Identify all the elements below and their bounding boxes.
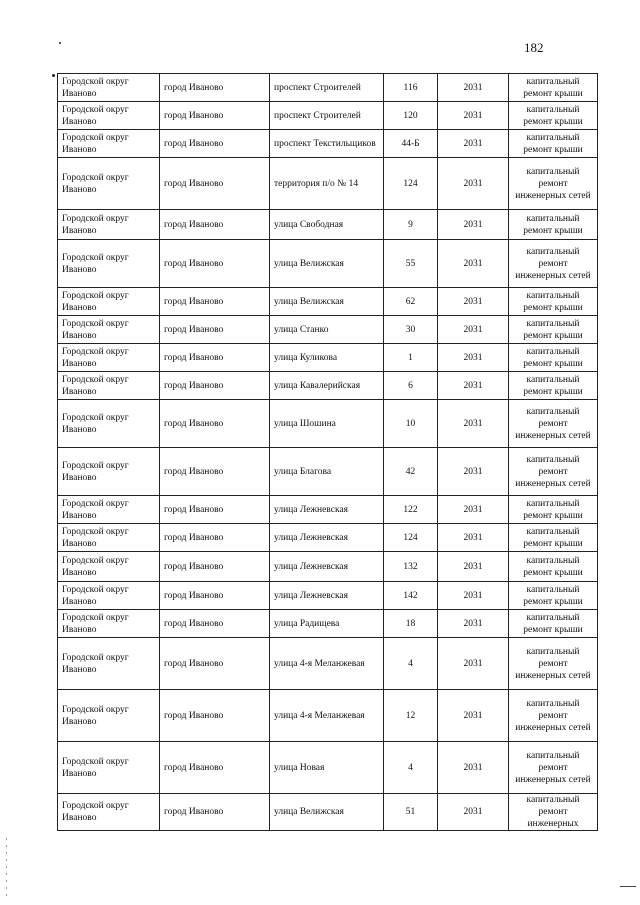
scan-speck [59,42,61,44]
city-cell: город Иваново [160,496,270,524]
year-cell: 2031 [438,638,509,690]
street-cell: улица Велижская [270,288,384,316]
housing-repair-table [57,73,598,831]
district-cell: Городской округ Иваново [58,344,160,372]
city-cell: город Иваново [160,158,270,210]
table-row [58,344,598,372]
street-cell: улица Лежневская [270,524,384,552]
district-cell: Городской округ Иваново [58,742,160,794]
street-cell: проспект Строителей [270,74,384,102]
street-cell: улица Куликова [270,344,384,372]
year-cell: 2031 [438,552,509,582]
work-type-cell: капитальный ремонт крыши [509,130,598,158]
work-type-cell: капитальный ремонт инженерных сетей [509,240,598,288]
work-type-cell: капитальный ремонт крыши [509,74,598,102]
street-cell: улица Лежневская [270,582,384,610]
city-cell: город Иваново [160,448,270,496]
work-type-cell: капитальный ремонт крыши [509,372,598,400]
house-number-cell: 116 [384,74,438,102]
year-cell: 2031 [438,610,509,638]
table-row [58,102,598,130]
table-row [58,210,598,240]
city-cell: город Иваново [160,74,270,102]
city-cell: город Иваново [160,316,270,344]
table-row [58,638,598,690]
work-type-cell: капитальный ремонт инженерных сетей [509,742,598,794]
work-type-cell: капитальный ремонт крыши [509,524,598,552]
work-type-cell: капитальный ремонт крыши [509,210,598,240]
year-cell: 2031 [438,240,509,288]
district-cell: Городской округ Иваново [58,158,160,210]
year-cell: 2031 [438,400,509,448]
work-type-cell: капитальный ремонт инженерных сетей [509,690,598,742]
house-number-cell: 132 [384,552,438,582]
street-cell: улица Шошина [270,400,384,448]
year-cell: 2031 [438,316,509,344]
house-number-cell: 4 [384,638,438,690]
year-cell: 2031 [438,496,509,524]
city-cell: город Иваново [160,610,270,638]
house-number-cell: 55 [384,240,438,288]
city-cell: город Иваново [160,130,270,158]
city-cell: город Иваново [160,288,270,316]
district-cell: Городской округ Иваново [58,552,160,582]
district-cell: Городской округ Иваново [58,448,160,496]
table-row [58,552,598,582]
year-cell: 2031 [438,742,509,794]
year-cell: 2031 [438,794,509,831]
district-cell: Городской округ Иваново [58,288,160,316]
scan-margin-artifact [6,838,7,898]
year-cell: 2031 [438,582,509,610]
district-cell: Городской округ Иваново [58,130,160,158]
house-number-cell: 9 [384,210,438,240]
table-row [58,524,598,552]
work-type-cell: капитальный ремонт крыши [509,344,598,372]
street-cell: улица Радищева [270,610,384,638]
year-cell: 2031 [438,524,509,552]
work-type-cell: капитальный ремонт инженерных [509,794,598,831]
street-cell: улица Новая [270,742,384,794]
city-cell: город Иваново [160,794,270,831]
street-cell: улица Велижская [270,794,384,831]
street-cell: улица Благова [270,448,384,496]
house-number-cell: 4 [384,742,438,794]
work-type-cell: капитальный ремонт крыши [509,552,598,582]
table-row [58,496,598,524]
district-cell: Городской округ Иваново [58,316,160,344]
table-row [58,742,598,794]
city-cell: город Иваново [160,582,270,610]
district-cell: Городской округ Иваново [58,102,160,130]
year-cell: 2031 [438,690,509,742]
scan-margin-artifact [620,886,636,887]
city-cell: город Иваново [160,240,270,288]
street-cell: улица 4-я Меланжевая [270,638,384,690]
district-cell: Городской округ Иваново [58,524,160,552]
work-type-cell: капитальный ремонт инженерных сетей [509,638,598,690]
street-cell: территория п/о № 14 [270,158,384,210]
work-type-cell: капитальный ремонт крыши [509,496,598,524]
district-cell: Городской округ Иваново [58,400,160,448]
district-cell: Городской округ Иваново [58,794,160,831]
year-cell: 2031 [438,74,509,102]
house-number-cell: 30 [384,316,438,344]
work-type-cell: капитальный ремонт крыши [509,102,598,130]
house-number-cell: 122 [384,496,438,524]
city-cell: город Иваново [160,400,270,448]
house-number-cell: 124 [384,158,438,210]
table-row [58,316,598,344]
year-cell: 2031 [438,372,509,400]
work-type-cell: капитальный ремонт крыши [509,316,598,344]
work-type-cell: капитальный ремонт инженерных сетей [509,158,598,210]
house-number-cell: 42 [384,448,438,496]
year-cell: 2031 [438,158,509,210]
city-cell: город Иваново [160,524,270,552]
city-cell: город Иваново [160,638,270,690]
scan-speck [52,74,55,77]
street-cell: улица Кавалерийская [270,372,384,400]
table-row [58,400,598,448]
street-cell: улица Велижская [270,240,384,288]
street-cell: улица Лежневская [270,552,384,582]
street-cell: улица 4-я Меланжевая [270,690,384,742]
work-type-cell: капитальный ремонт инженерных сетей [509,448,598,496]
district-cell: Городской округ Иваново [58,582,160,610]
table-row [58,130,598,158]
city-cell: город Иваново [160,742,270,794]
house-number-cell: 6 [384,372,438,400]
house-number-cell: 62 [384,288,438,316]
city-cell: город Иваново [160,344,270,372]
street-cell: проспект Текстильщиков [270,130,384,158]
work-type-cell: капитальный ремонт крыши [509,288,598,316]
city-cell: город Иваново [160,372,270,400]
district-cell: Городской округ Иваново [58,372,160,400]
table-row [58,448,598,496]
district-cell: Городской округ Иваново [58,638,160,690]
table-row [58,372,598,400]
table-row [58,74,598,102]
table-row [58,582,598,610]
district-cell: Городской округ Иваново [58,690,160,742]
table-row [58,794,598,831]
street-cell: улица Станко [270,316,384,344]
year-cell: 2031 [438,448,509,496]
table-row [58,288,598,316]
house-number-cell: 1 [384,344,438,372]
house-number-cell: 51 [384,794,438,831]
city-cell: город Иваново [160,102,270,130]
district-cell: Городской округ Иваново [58,74,160,102]
work-type-cell: капитальный ремонт инженерных сетей [509,400,598,448]
house-number-cell: 124 [384,524,438,552]
street-cell: улица Свободная [270,210,384,240]
year-cell: 2031 [438,288,509,316]
house-number-cell: 18 [384,610,438,638]
district-cell: Городской округ Иваново [58,210,160,240]
house-number-cell: 120 [384,102,438,130]
year-cell: 2031 [438,102,509,130]
table-row [58,690,598,742]
district-cell: Городской округ Иваново [58,610,160,638]
page-number: 182 [524,40,544,55]
district-cell: Городской округ Иваново [58,496,160,524]
house-number-cell: 142 [384,582,438,610]
street-cell: проспект Строителей [270,102,384,130]
house-number-cell: 44-Б [384,130,438,158]
city-cell: город Иваново [160,552,270,582]
table-row [58,240,598,288]
table-row [58,610,598,638]
street-cell: улица Лежневская [270,496,384,524]
table-row [58,158,598,210]
city-cell: город Иваново [160,690,270,742]
year-cell: 2031 [438,344,509,372]
district-cell: Городской округ Иваново [58,240,160,288]
year-cell: 2031 [438,130,509,158]
year-cell: 2031 [438,210,509,240]
house-number-cell: 12 [384,690,438,742]
city-cell: город Иваново [160,210,270,240]
work-type-cell: капитальный ремонт крыши [509,610,598,638]
work-type-cell: капитальный ремонт крыши [509,582,598,610]
house-number-cell: 10 [384,400,438,448]
